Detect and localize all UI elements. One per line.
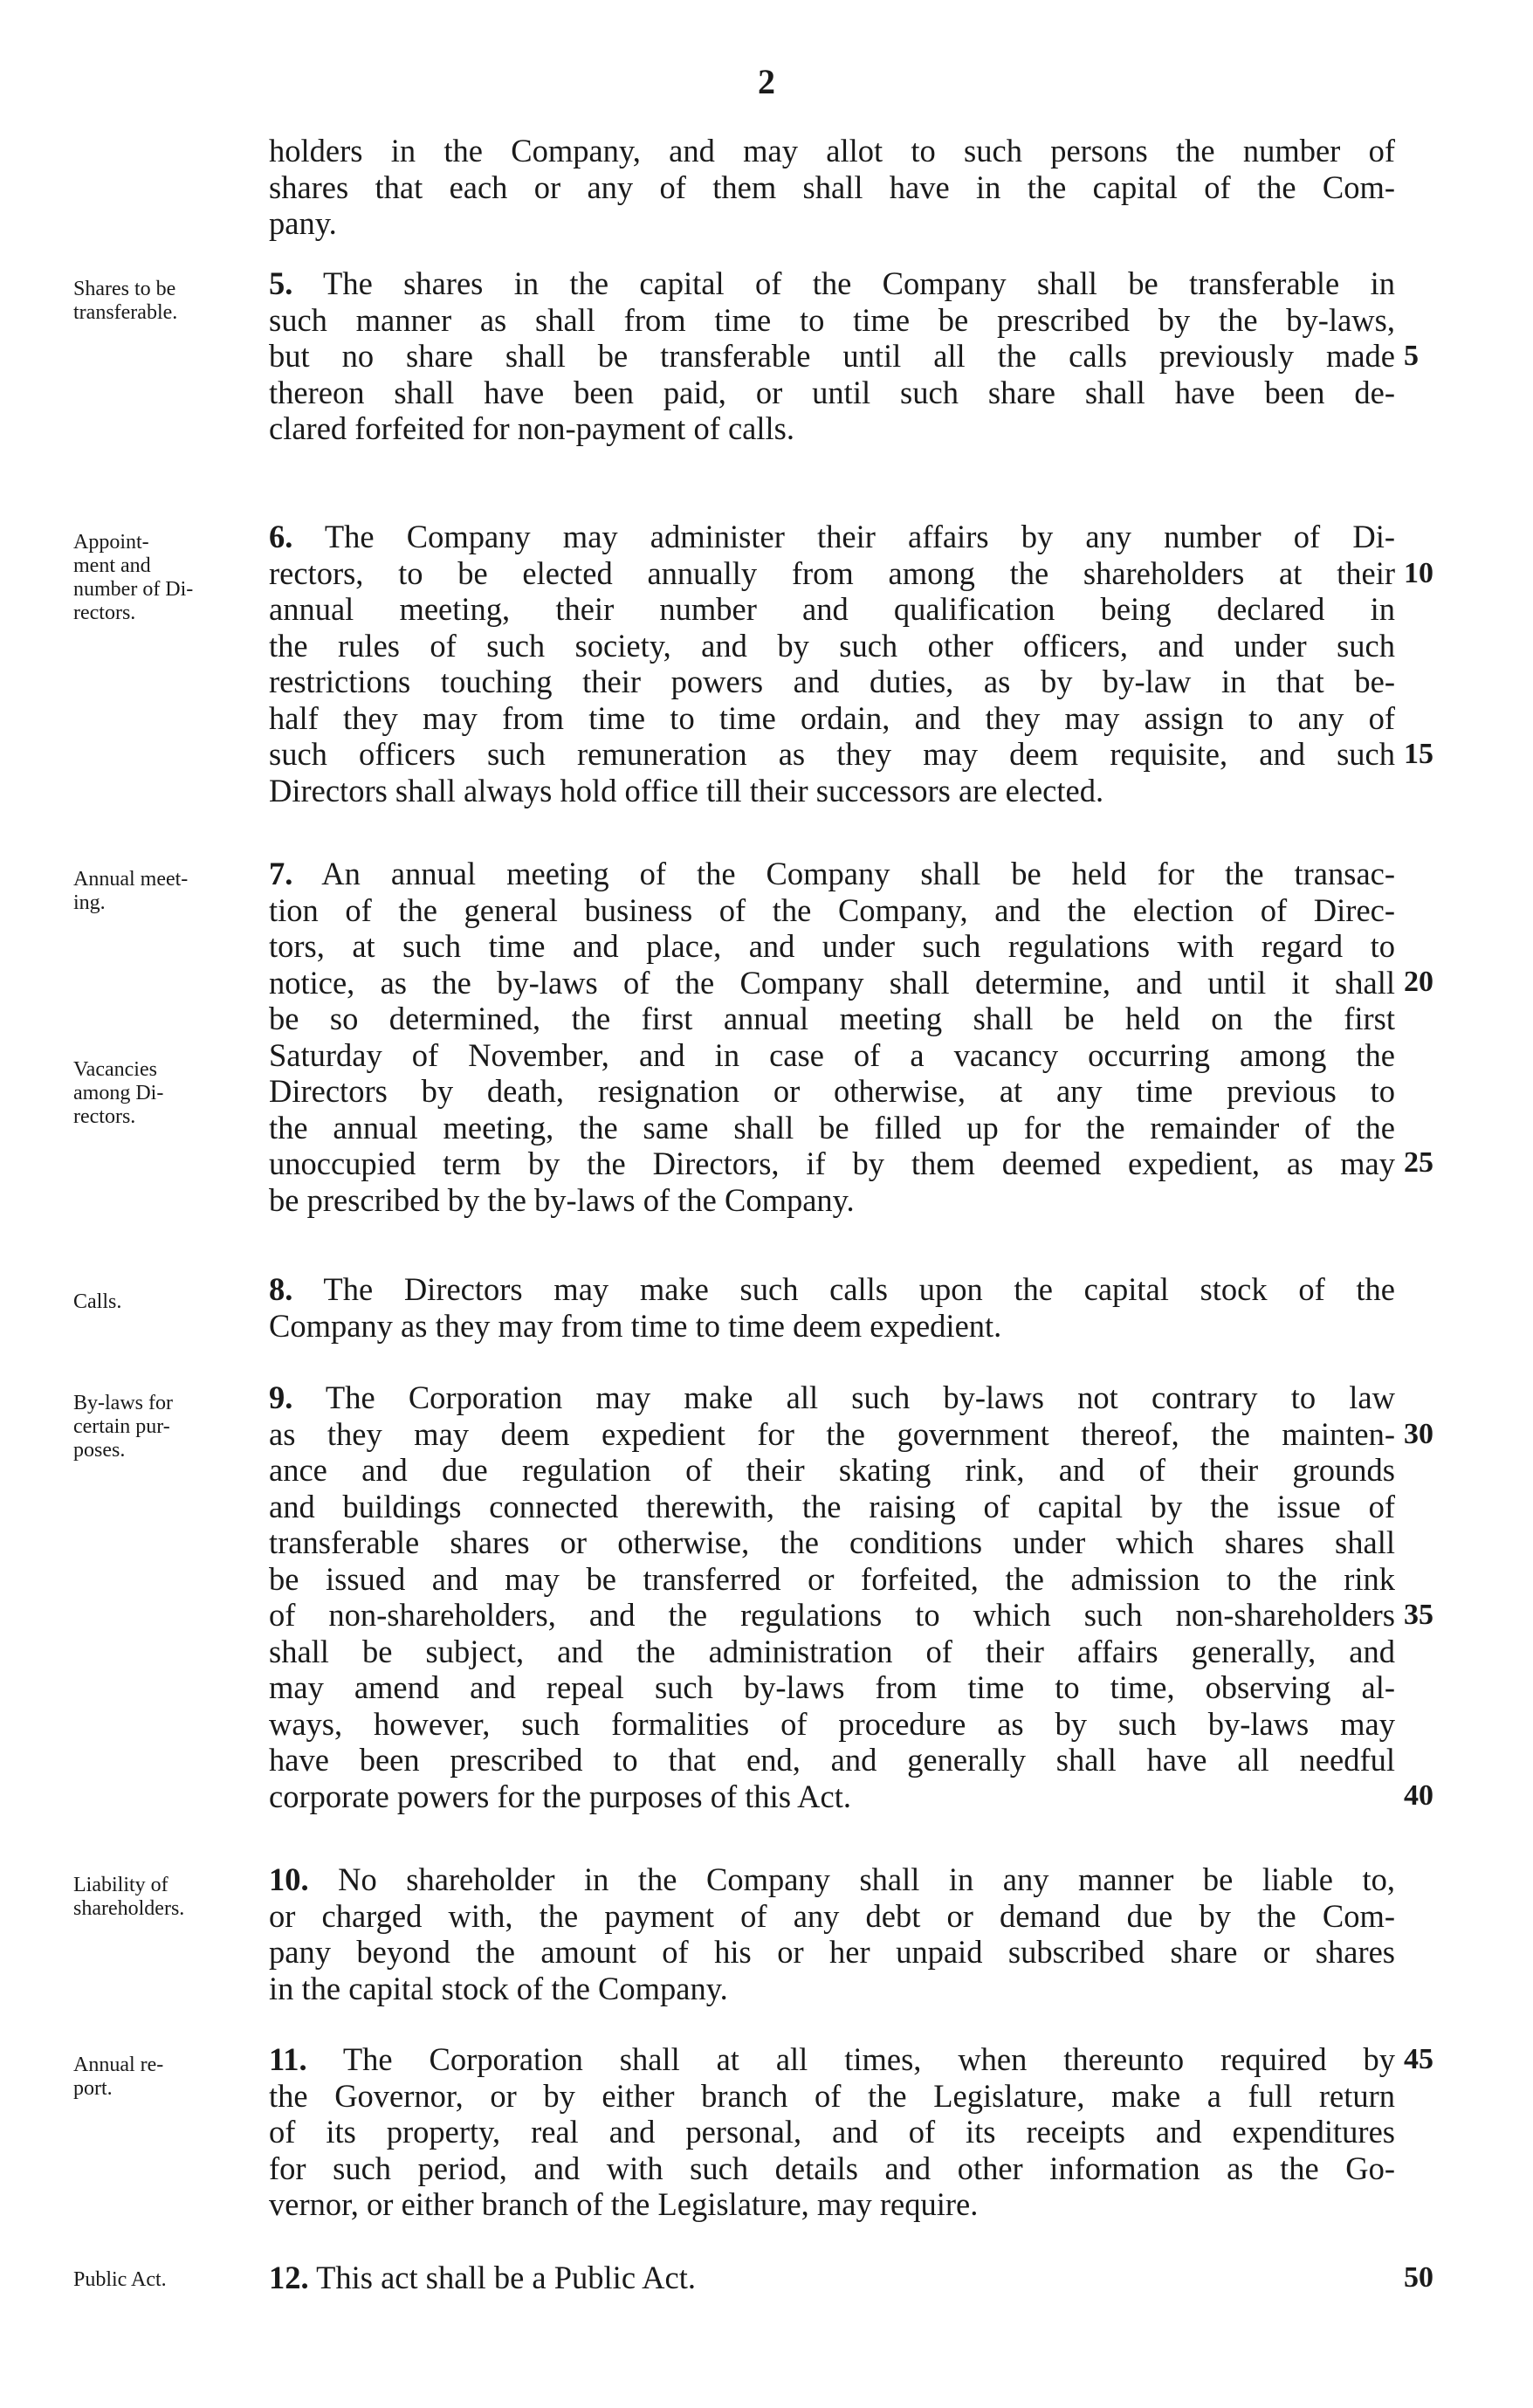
text-line: Saturday of November, and in case of a vacancy occurring among the	[269, 1036, 1395, 1073]
line-number: 35	[1404, 1599, 1433, 1631]
continuation-paragraph	[269, 133, 1395, 242]
section-number: 12.	[269, 2260, 309, 2295]
text-line: This act shall be a Public Act.	[308, 2260, 696, 2295]
line-number: 45	[1404, 2043, 1433, 2075]
text-line: Company as they may from time to time deem expedient.	[269, 1307, 1002, 1344]
text-line: the rules of such society, and by such other officers, and under such	[269, 627, 1395, 664]
section-10	[269, 1861, 1395, 2006]
text-line: be so determined, the first annual meeting shall be held on the first	[269, 1001, 1395, 1036]
section-5	[269, 265, 1395, 447]
text-line: The shares in the capital of the Company shall be transferable in	[292, 265, 1395, 301]
line-number: 30	[1404, 1418, 1433, 1450]
text-line: unoccupied term by the Directors, if by them deemed expedient, as may	[269, 1146, 1395, 1181]
text-line: The Corporation may make all such by-laws not contrary to law	[292, 1379, 1395, 1415]
text-line: or charged with, the payment of any debt or demand due by the Com-	[269, 1897, 1395, 1934]
line-number: 5	[1404, 340, 1419, 372]
text-line: the Governor, or by either branch of the Legislature, make a full return	[269, 2077, 1395, 2114]
section-number: 5.	[269, 265, 293, 301]
section-number: 7.	[269, 856, 293, 891]
section-number: 11.	[269, 2041, 307, 2077]
text-line: be issued and may be transferred or forfeited, the admission to the rink	[269, 1560, 1395, 1597]
text-line: half they may from time to time ordain, and they may assign to any of	[269, 699, 1395, 736]
text-line: ways, however, such formalities of procedure as by such by-laws may	[269, 1705, 1395, 1742]
section-6	[269, 519, 1395, 808]
page-number: 2	[758, 62, 775, 101]
text-line: notice, as the by-laws of the Company shall determine, and until it shall	[269, 964, 1395, 1001]
line-number: 15	[1404, 738, 1433, 770]
text-line: Directors shall always hold office till their successors are elected.	[269, 772, 1104, 808]
margin-note-annual-meeting: Annual meet- ing.	[73, 868, 189, 914]
text-line: The Company may administer their affairs by any number of Di-	[292, 519, 1395, 554]
section-number: 9.	[269, 1379, 293, 1415]
text-line: shares that each or any of them shall have in the capital of the Com-	[269, 169, 1395, 205]
text-line: Directors by death, resignation or otherwise, at any time previous to	[269, 1073, 1395, 1109]
section-9	[269, 1379, 1395, 1814]
text-line: pany beyond the amount of his or her unpaid subscribed share or shares	[269, 1934, 1395, 1970]
text-line: may amend and repeal such by-laws from time to time, observing al-	[269, 1669, 1395, 1705]
text-line: for such period, and with such details and other information as the Go-	[269, 2150, 1395, 2186]
text-line: but no share shall be transferable until all the calls previously made	[269, 338, 1395, 374]
section-number: 6.	[269, 519, 293, 554]
margin-note-public-act: Public Act.	[73, 2268, 167, 2291]
margin-note-calls: Calls.	[73, 1290, 122, 1313]
margin-note-shares-transferable: Shares to be transferable.	[73, 278, 178, 324]
text-line: have been prescribed to that end, and generally shall have all needful	[269, 1742, 1395, 1778]
section-number: 8.	[269, 1271, 293, 1307]
text-line: The Corporation shall at all times, when thereunto required by	[306, 2041, 1395, 2077]
section-8	[269, 1271, 1395, 1344]
text-line: such manner as shall from time to time be prescribed by the by-laws,	[269, 301, 1395, 338]
text-line: tors, at such time and place, and under such regulations with regard to	[269, 928, 1395, 964]
text-line: and buildings connected therewith, the raising of capital by the issue of	[269, 1488, 1395, 1524]
line-number: 50	[1404, 2261, 1433, 2294]
text-line: holders in the Company, and may allot to such persons the number of	[269, 133, 1395, 169]
text-line: ance and due regulation of their skating rink, and of their grounds	[269, 1452, 1395, 1488]
text-line: vernor, or either branch of the Legislature, may require.	[269, 2186, 979, 2222]
margin-note-annual-report: Annual re- port.	[73, 2054, 164, 2100]
text-line: such officers such remuneration as they may deem requisite, and such	[269, 736, 1395, 772]
text-line: thereon shall have been paid, or until such share shall have been de-	[269, 374, 1395, 410]
margin-note-liability: Liability of shareholders.	[73, 1874, 185, 1920]
margin-note-by-laws: By-laws for certain pur- poses.	[73, 1392, 173, 1462]
section-12	[269, 2260, 1395, 2296]
text-line: of its property, real and personal, and of its receipts and expenditures	[269, 2114, 1395, 2150]
text-line: in the capital stock of the Company.	[269, 1970, 728, 2006]
margin-note-appointment-directors: Appoint- ment and number of Di- rectors.	[73, 531, 194, 624]
text-line: annual meeting, their number and qualification being declared in	[269, 591, 1395, 627]
line-number: 40	[1404, 1779, 1433, 1812]
text-line: restrictions touching their powers and duties, as by by-law in that be-	[269, 664, 1395, 699]
text-line: of non-shareholders, and the regulations to which such non-shareholders	[269, 1597, 1395, 1633]
section-11	[269, 2041, 1395, 2223]
text-line: tion of the general business of the Company, and the election of Direc-	[269, 891, 1395, 928]
text-line: The Directors may make such calls upon the capital stock of the	[292, 1271, 1395, 1307]
section-7	[269, 856, 1395, 1218]
section-number: 10.	[269, 1861, 309, 1897]
text-line: An annual meeting of the Company shall be held for the transac-	[292, 856, 1395, 891]
text-line: as they may deem expedient for the government thereof, the mainten-	[269, 1415, 1395, 1452]
text-line: corporate powers for the purposes of this Act.	[269, 1778, 851, 1814]
text-line: be prescribed by the by-laws of the Company.	[269, 1181, 855, 1218]
text-line: transferable shares or otherwise, the conditions under which shares shall	[269, 1524, 1395, 1560]
line-number: 10	[1404, 557, 1433, 589]
text-line: clared forfeited for non-payment of calls.	[269, 410, 794, 446]
line-number: 25	[1404, 1146, 1433, 1179]
line-number: 20	[1404, 966, 1433, 998]
text-line: No shareholder in the Company shall in any manner be liable to,	[308, 1861, 1395, 1897]
text-line: pany.	[269, 205, 337, 241]
text-line: shall be subject, and the administration of their affairs generally, and	[269, 1633, 1395, 1669]
text-line: the annual meeting, the same shall be filled up for the remainder of the	[269, 1109, 1395, 1146]
text-line: rectors, to be elected annually from among the shareholders at their	[269, 554, 1395, 591]
margin-note-vacancies: Vacancies among Di- rectors.	[73, 1058, 164, 1128]
